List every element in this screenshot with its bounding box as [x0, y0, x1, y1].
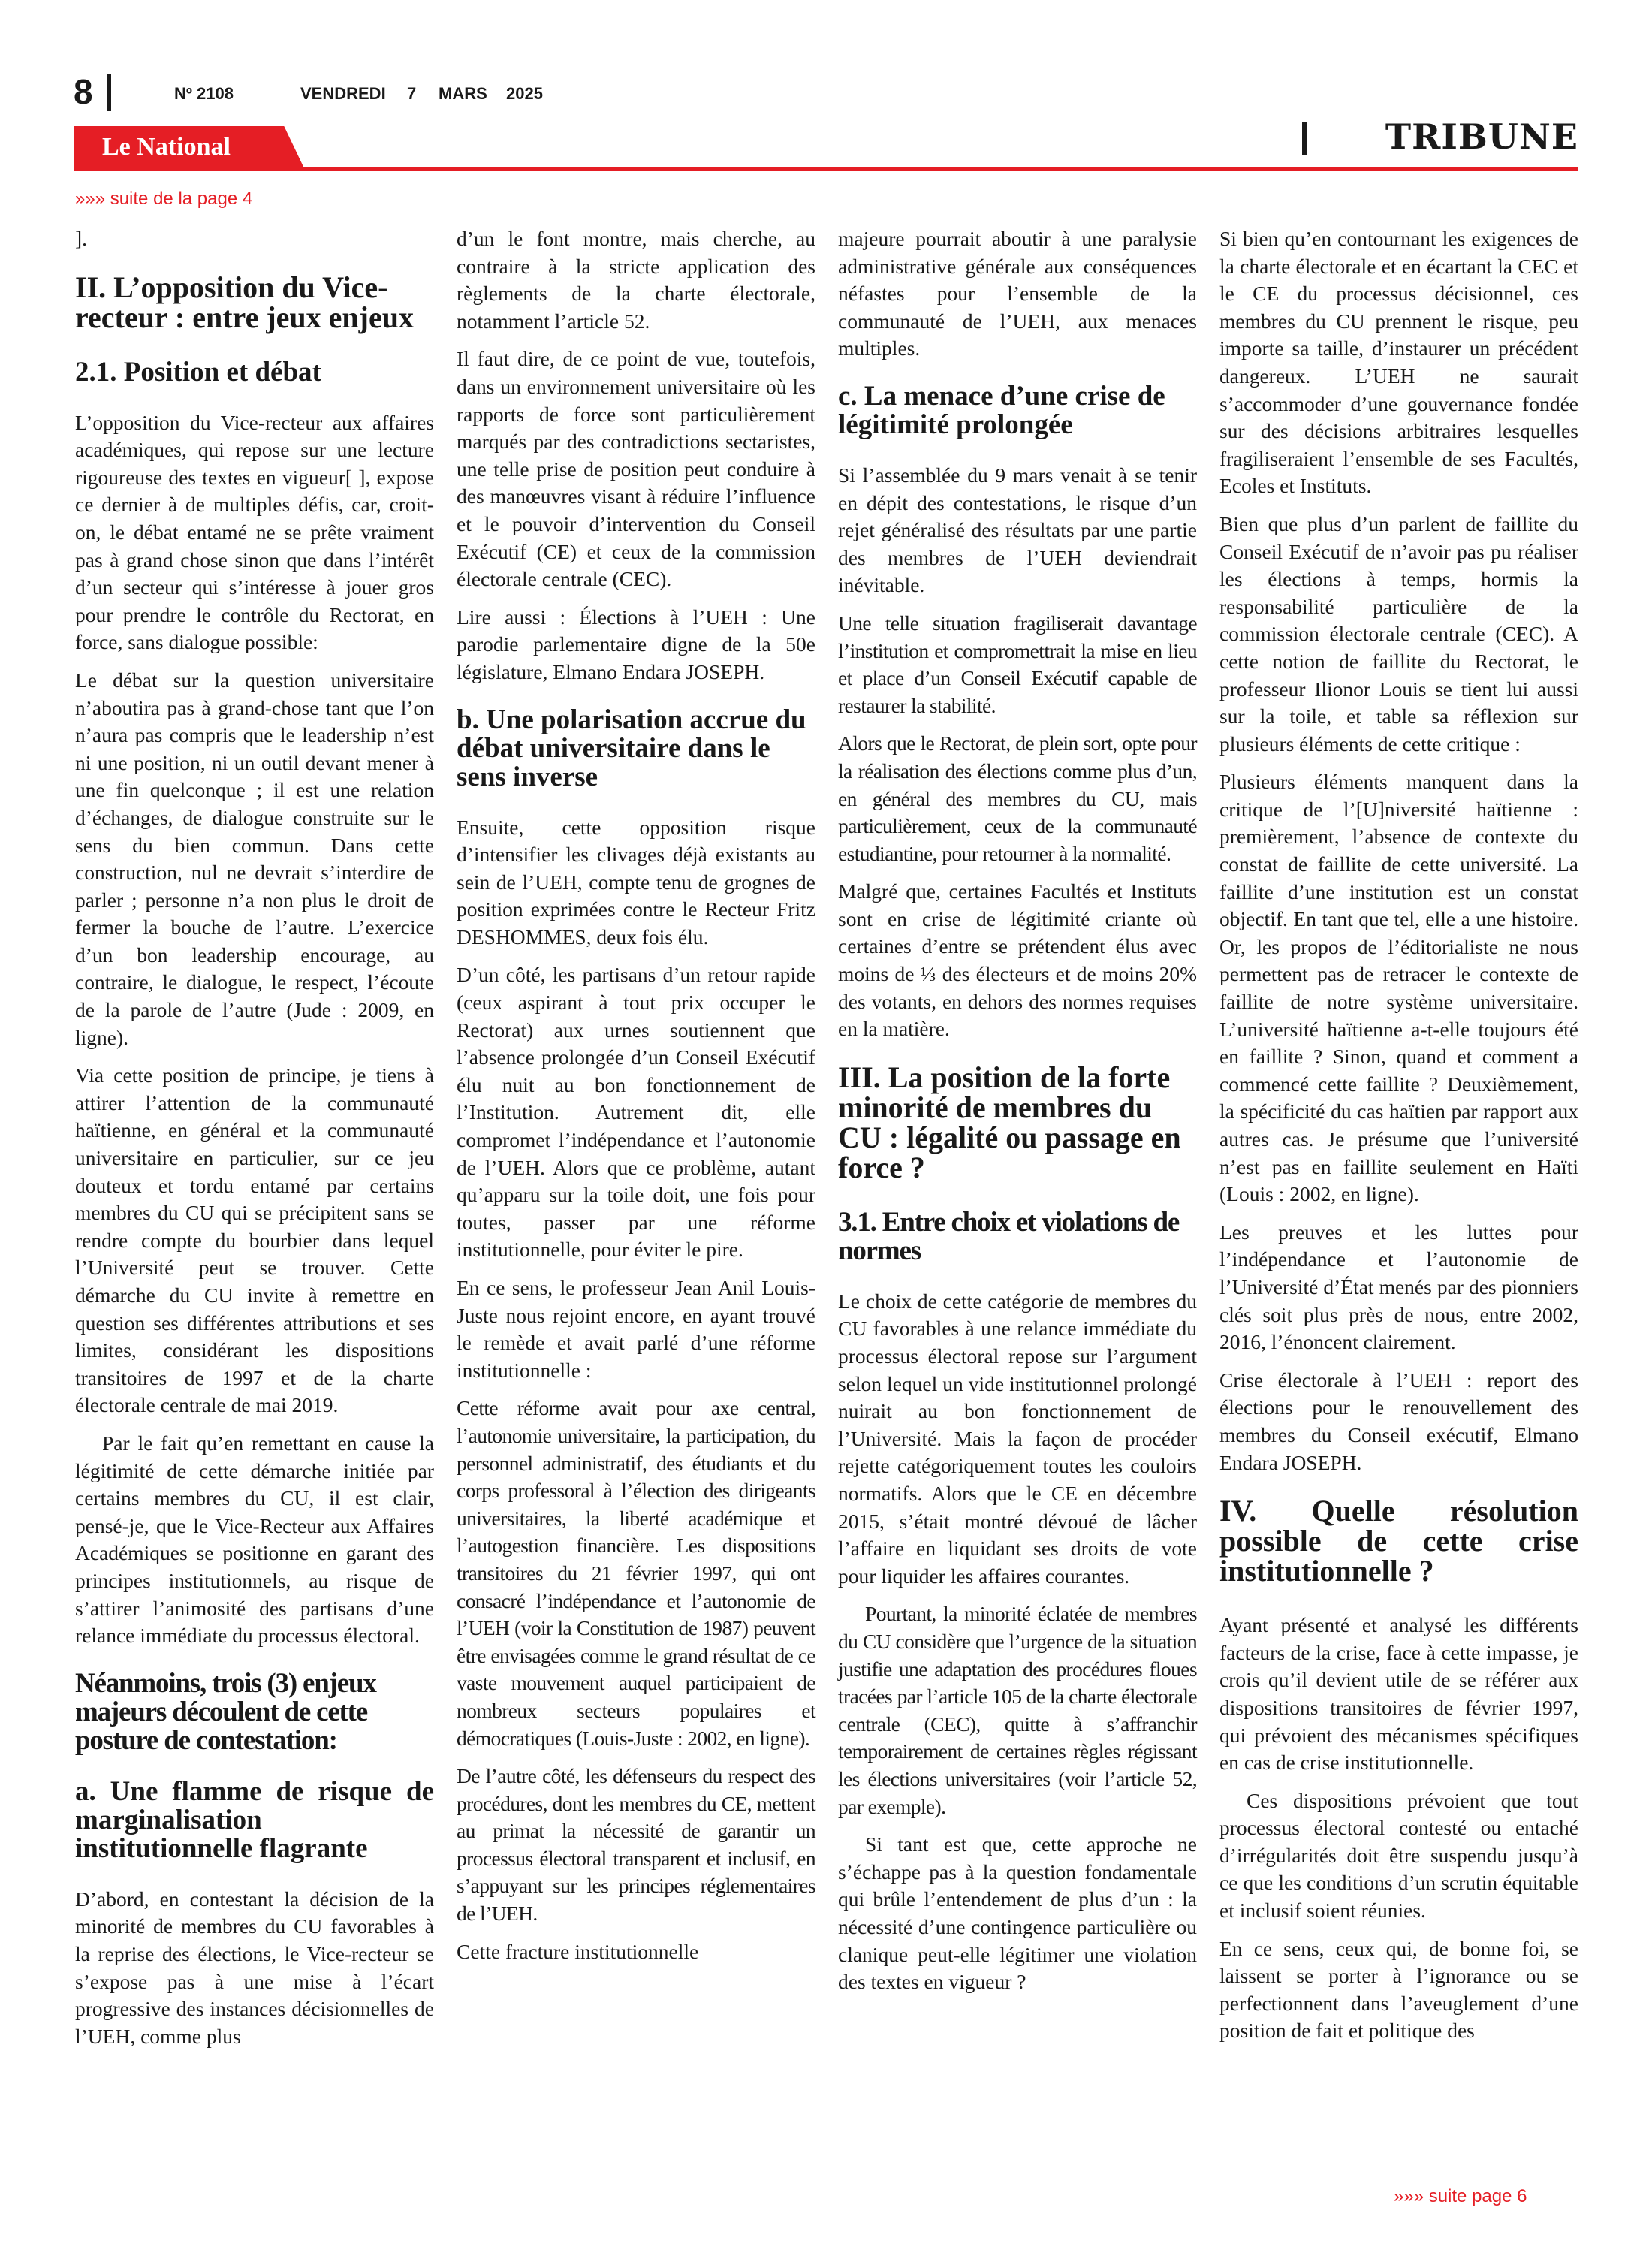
heading-section-3: III. La position de la forte minorité de membres du CU : légalité ou passage en force ?	[838, 1060, 1181, 1184]
issue-weekday: VENDREDI	[300, 84, 386, 103]
heading-section-4: IV. Quelle résolution possible de cette crise institutionnelle ?	[1219, 1494, 1578, 1588]
article-column-4	[1219, 225, 1578, 2055]
continued-from-link[interactable]: »»» suite de la page 4	[75, 189, 253, 209]
continued-to-link[interactable]: »»» suite page 6	[1394, 2186, 1527, 2206]
newspaper-logo: Le National	[102, 133, 231, 161]
paragraph: majeure pourrait aboutir à une paralysie administrative générale aux conséquences néfastes pour l’ensemble de la communauté de l’UEH, aux menaces multiples.	[838, 227, 1197, 360]
header-rule	[74, 167, 1578, 171]
paragraph: Pourtant, la minorité éclatée de membres du CU considère que l’urgence de la situation justifie une adaptation des procédures floues tracées par l’article 105 de la charte électorale centrale (CEC), quitte à s’affranchir temporairement de certaines règles régissant les élections universitaires (voir l’article 52, par exemple).	[838, 1602, 1197, 1818]
quote-paragraph: Le débat sur la question universitaire n’aboutira pas à grand-chose tant que l’on n’aura pas compris que le leadership n’est ni une position, ni un outil devant mener à une fin quelconque ; il est une relation d’échanges, de dialogue construite sur le sens du bien commun. Dans cette construction, nul ne devrait s’interdire de parler ; personne n’a non plus le droit de fermer la bouche de l’autre. L’exercice d’un bon leadership encourage, au contraire, le dialogue, le respect, l’écoute de la parole de l’autre (Jude : 2009, en ligne).	[75, 668, 434, 1049]
paragraph: Malgré que, certaines Facultés et Instituts sont en crise de légitimité criante où certaines d’entre se prétendent élus avec moins de ⅓ des électeurs et de moins 20% des votants, en dehors des normes requises en la matière.	[838, 879, 1197, 1041]
paragraph: Le choix de cette catégorie de membres du CU favorables à une relance immédiate du processus électoral repose sur l’argument selon lequel un vide institutionnel prolongé nuirait au bon fonctionnement de l’Université. Mais la façon de procéder rejette catégoriquement toutes les couloirs normatifs. Alors que le CE en décembre 2015, s’était montré dévoué de lâcher l’affaire en liquidant ses droits de vote pour liquider les affaires courantes.	[838, 1289, 1197, 1588]
paragraph: D’un côté, les partisans d’un retour rapide (ceux aspirant à tout prix occuper le Rectorat) aux urnes soutiennent que l’absence prolongée d’un Conseil Exécutif élu nuit au bon fonctionnement de l’Institution. Autrement dit, elle compromet l’indépendance et l’autonomie de l’UEH. Alors que ce problème, autant qu’apparu sur la toile doit, une fois pour toutes, passer par une réforme institutionnelle, pour éviter le pire.	[457, 963, 815, 1262]
issue-month: MARS	[439, 84, 487, 103]
heading-2-1: 2.1. Position et débat	[75, 356, 321, 388]
paragraph: L’opposition du Vice-recteur aux affaires académiques, qui repose sur une lecture rigoureuse des textes en vigueur[ ], expose ce dernier à de multiples défis, car, croit-on, le débat entamé ne se prête vraiment pas à grand chose sinon que dans l’intérêt d’un secteur qui s’intéresse à jouer gros pour prendre le contrôle du Rectorat, en force, sans dialogue possible:	[75, 410, 434, 654]
paragraph: Alors que le Rectorat, de plein sort, opte pour la réalisation des élections comme plus d’un, en général des membres du CU, mais particulièrement, ceux de la communauté estudiantine, pour retourner à la normalité.	[838, 731, 1197, 865]
paragraph: Une telle situation fragiliserait davantage l’institution et compromettrait la mise en lieu et place d’un Conseil Exécutif capable de restaurer la stabilité.	[838, 611, 1197, 717]
issue-year: 2025	[506, 84, 543, 103]
heading-3-1: 3.1. Entre choix et violations de normes	[838, 1206, 1180, 1266]
section-divider	[1302, 122, 1307, 155]
issue-number: Nº 2108	[174, 84, 234, 103]
page-number: 8	[74, 72, 93, 111]
paragraph: Cette fracture institutionnelle	[457, 1939, 699, 1963]
section-title: TRIBUNE	[1385, 116, 1578, 157]
paragraph: d’un le font montre, mais cherche, au contraire à la stricte application des règlements de la charte électorale, notamment l’article 52.	[457, 227, 815, 333]
heading-a: a. Une flamme de risque de marginalisation institutionnelle flagrante	[75, 1775, 434, 1864]
header-divider	[107, 74, 111, 111]
paragraph: Si bien qu’en contournant les exigences de la charte électorale et en écartant la CEC et le CE du processus décisionnel, ces membres du CU prennent le risque, peu importe sa taille, d’instaurer un précédent dangereux. L’UEH ne saurait s’accommoder d’une gouvernance fondée sur des décisions arbitraires lesquelles fragiliseraient l’ensemble de ses Facultés, Ecoles et Instituts.	[1219, 227, 1578, 498]
article-column-3	[838, 225, 1197, 2007]
paragraph: Si tant est que, cette approche ne s’échappe pas à la question fondamentale qui brûle l’entendement de plus d’un : la nécessité d’une contingence particulière ou clanique peut-elle légitimer une violation des textes en vigueur ?	[838, 1832, 1197, 1994]
issue-day: 7	[407, 84, 417, 103]
paragraph: Via cette position de principe, je tiens à attirer l’attention de la communauté haïtienne, en général et la communauté universitaire en particulier, sur ce jeu douteux et tordu entamé par certains membres du CU qui se précipitent sans se rendre compte du bourbier dans lequel l’Université peut se trouver. Cette démarche du CU invite à remettre en question ses différentes attributions et ses limites, considérant les dispositions transitoires de 1997 et de la charte électorale centrale de mai 2019.	[75, 1063, 434, 1417]
quote-paragraph: Plusieurs éléments manquent dans la critique de l’[U]niversité haïtienne : premièrement, l’absence de contexte du constat de faillite de cette université. La faillite d’une institution est un constat objectif. En tant que tel, elle a une histoire. Or, les propos de l’éditorialiste ne nous permettent pas de retracer le contexte de faillite de notre système universitaire. L’université haïtienne a-t-elle toujours été en faillite ? Sinon, quand et comment a commencé cette faillite ? Deuxièmement, la spécificité du cas haïtien par rapport aux autres cas. Je présume que l’université n’est pas en faillite seulement en Haïti (Louis : 2002, en ligne).	[1219, 770, 1578, 1206]
heading-section-2: II. L’opposition du Vice-recteur : entre jeux enjeux	[75, 270, 414, 334]
heading-enjeux: Néanmoins, trois (3) enjeux majeurs découlent de cette posture de contestation:	[75, 1667, 376, 1756]
paragraph: D’abord, en contestant la décision de la minorité de membres du CU favorables à la reprise des élections, le Vice-recteur se s’expose pas à une mise à l’écart progressive des instances décisionnelles de l’UEH, comme plus	[75, 1887, 434, 2048]
paragraph: Il faut dire, de ce point de vue, toutefois, dans un environnement universitaire où les rapports de force sont particulièrement marqués par des contradictions sectaristes, une telle prise de position peut conduire à des manœuvres visant à réduire l’influence et le pouvoir d’intervention du Conseil Exécutif (CE) et ceux de la commission électorale centrale (CEC).	[457, 347, 815, 591]
paragraph: Bien que plus d’un parlent de faillite du Conseil Exécutif de n’avoir pas pu réaliser les élections à temps, hormis la responsabilité particulière de la commission électorale centrale (CEC). A cette notion de faillite du Rectorat, le professeur Ilionor Louis se tient lui aussi sur la toile, et table sa réflexion sur plusieurs éléments de cette critique :	[1219, 511, 1578, 756]
paragraph: Si l’assemblée du 9 mars venait à se tenir en dépit des contestations, le risque d’un rejet généralisé des résultats par une partie des membres de l’UEH deviendrait inévitable.	[838, 463, 1197, 597]
article-column-2	[457, 225, 815, 1976]
read-also-link[interactable]: Lire aussi : Élections à l’UEH : Une parodie parlementaire digne de la 50e législature, Elmano Endara JOSEPH.	[457, 605, 815, 683]
heading-c: c. La menace d’une crise de légitimité prolongée	[838, 380, 1165, 440]
orphan-text: ].	[75, 227, 88, 250]
paragraph: Par le fait qu’en remettant en cause la légitimité de cette démarche initiée par certains membres du CU, il est clair, pensé-je, que le Vice-Recteur aux Affaires Académiques se positionne en garant des principes institutionnels, au risque de s’attirer l’animosité des partisans d’une relance immédiate du processus électoral.	[75, 1431, 434, 1648]
paragraph: Ensuite, cette opposition risque d’intensifier les clivages déjà existants au sein de l’UEH, compte tenu de grognes de position exprimées contre le Recteur Fritz DESHOMMES, deux fois élu.	[457, 815, 815, 949]
paragraph: De l’autre côté, les défenseurs du respect des procédures, dont les membres du CE, mettent au primat la nécessité de garantir un processus électoral transparent et inclusif, en s’appuyant sur les principes réglementaires de l’UEH.	[457, 1764, 815, 1926]
paragraph: Les preuves et les luttes pour l’indépendance et l’autonomie de l’Université d’État menés par des pionniers clés soit plus près de nous, entre 2002, 2016, l’énoncent clairement.	[1219, 1220, 1578, 1354]
paragraph: En ce sens, le professeur Jean Anil Louis-Juste nous rejoint encore, en ayant trouvé le remède et avait parlé d’une réforme institutionnelle :	[457, 1276, 815, 1382]
paragraph: Ces dispositions prévoient que tout processus électoral contesté ou entaché d’irrégularités doit être suspendu jusqu’à ce que les conditions d’un scrutin équitable et inclusif soient réunies.	[1219, 1788, 1578, 1923]
quote-paragraph: Cette réforme avait pour axe central, l’autonomie universitaire, la participation, du personnel administratif, des étudiants et du corps professoral à l’élection des dirigeants universitaires, la liberté académique et l’autogestion financière. Les dispositions transitoires du 21 février 1997, qui ont consacré l’indépendance et l’autonomie de l’UEH (voir la Constitution de 1987) peuvent être envisagées comme le grand résultat de ce vaste mouvement auquel participaient de nombreux secteurs populaires et démocratiques (Louis-Juste : 2002, en ligne).	[457, 1396, 815, 1750]
read-also-link[interactable]: Crise électorale à l’UEH : report des élections pour le renouvellement des membres du Conseil exécutif, Elmano Endara JOSEPH.	[1219, 1368, 1578, 1474]
heading-b: b. Une polarisation accrue du débat universitaire dans le sens inverse	[457, 704, 806, 792]
article-column-1	[75, 225, 434, 2061]
paragraph: Ayant présenté et analysé les différents facteurs de la crise, face à cette impasse, je crois qu’il devient utile de se référer aux dispositions transitoires de février 1997, qui prévoient des mécanismes spécifiques en cas de crise institutionnelle.	[1219, 1613, 1578, 1775]
paragraph: En ce sens, ceux qui, de bonne foi, se laissent se porter à l’ignorance ou se perfectionnent dans l’aveuglement d’une position de fait et politique des	[1219, 1936, 1578, 2043]
